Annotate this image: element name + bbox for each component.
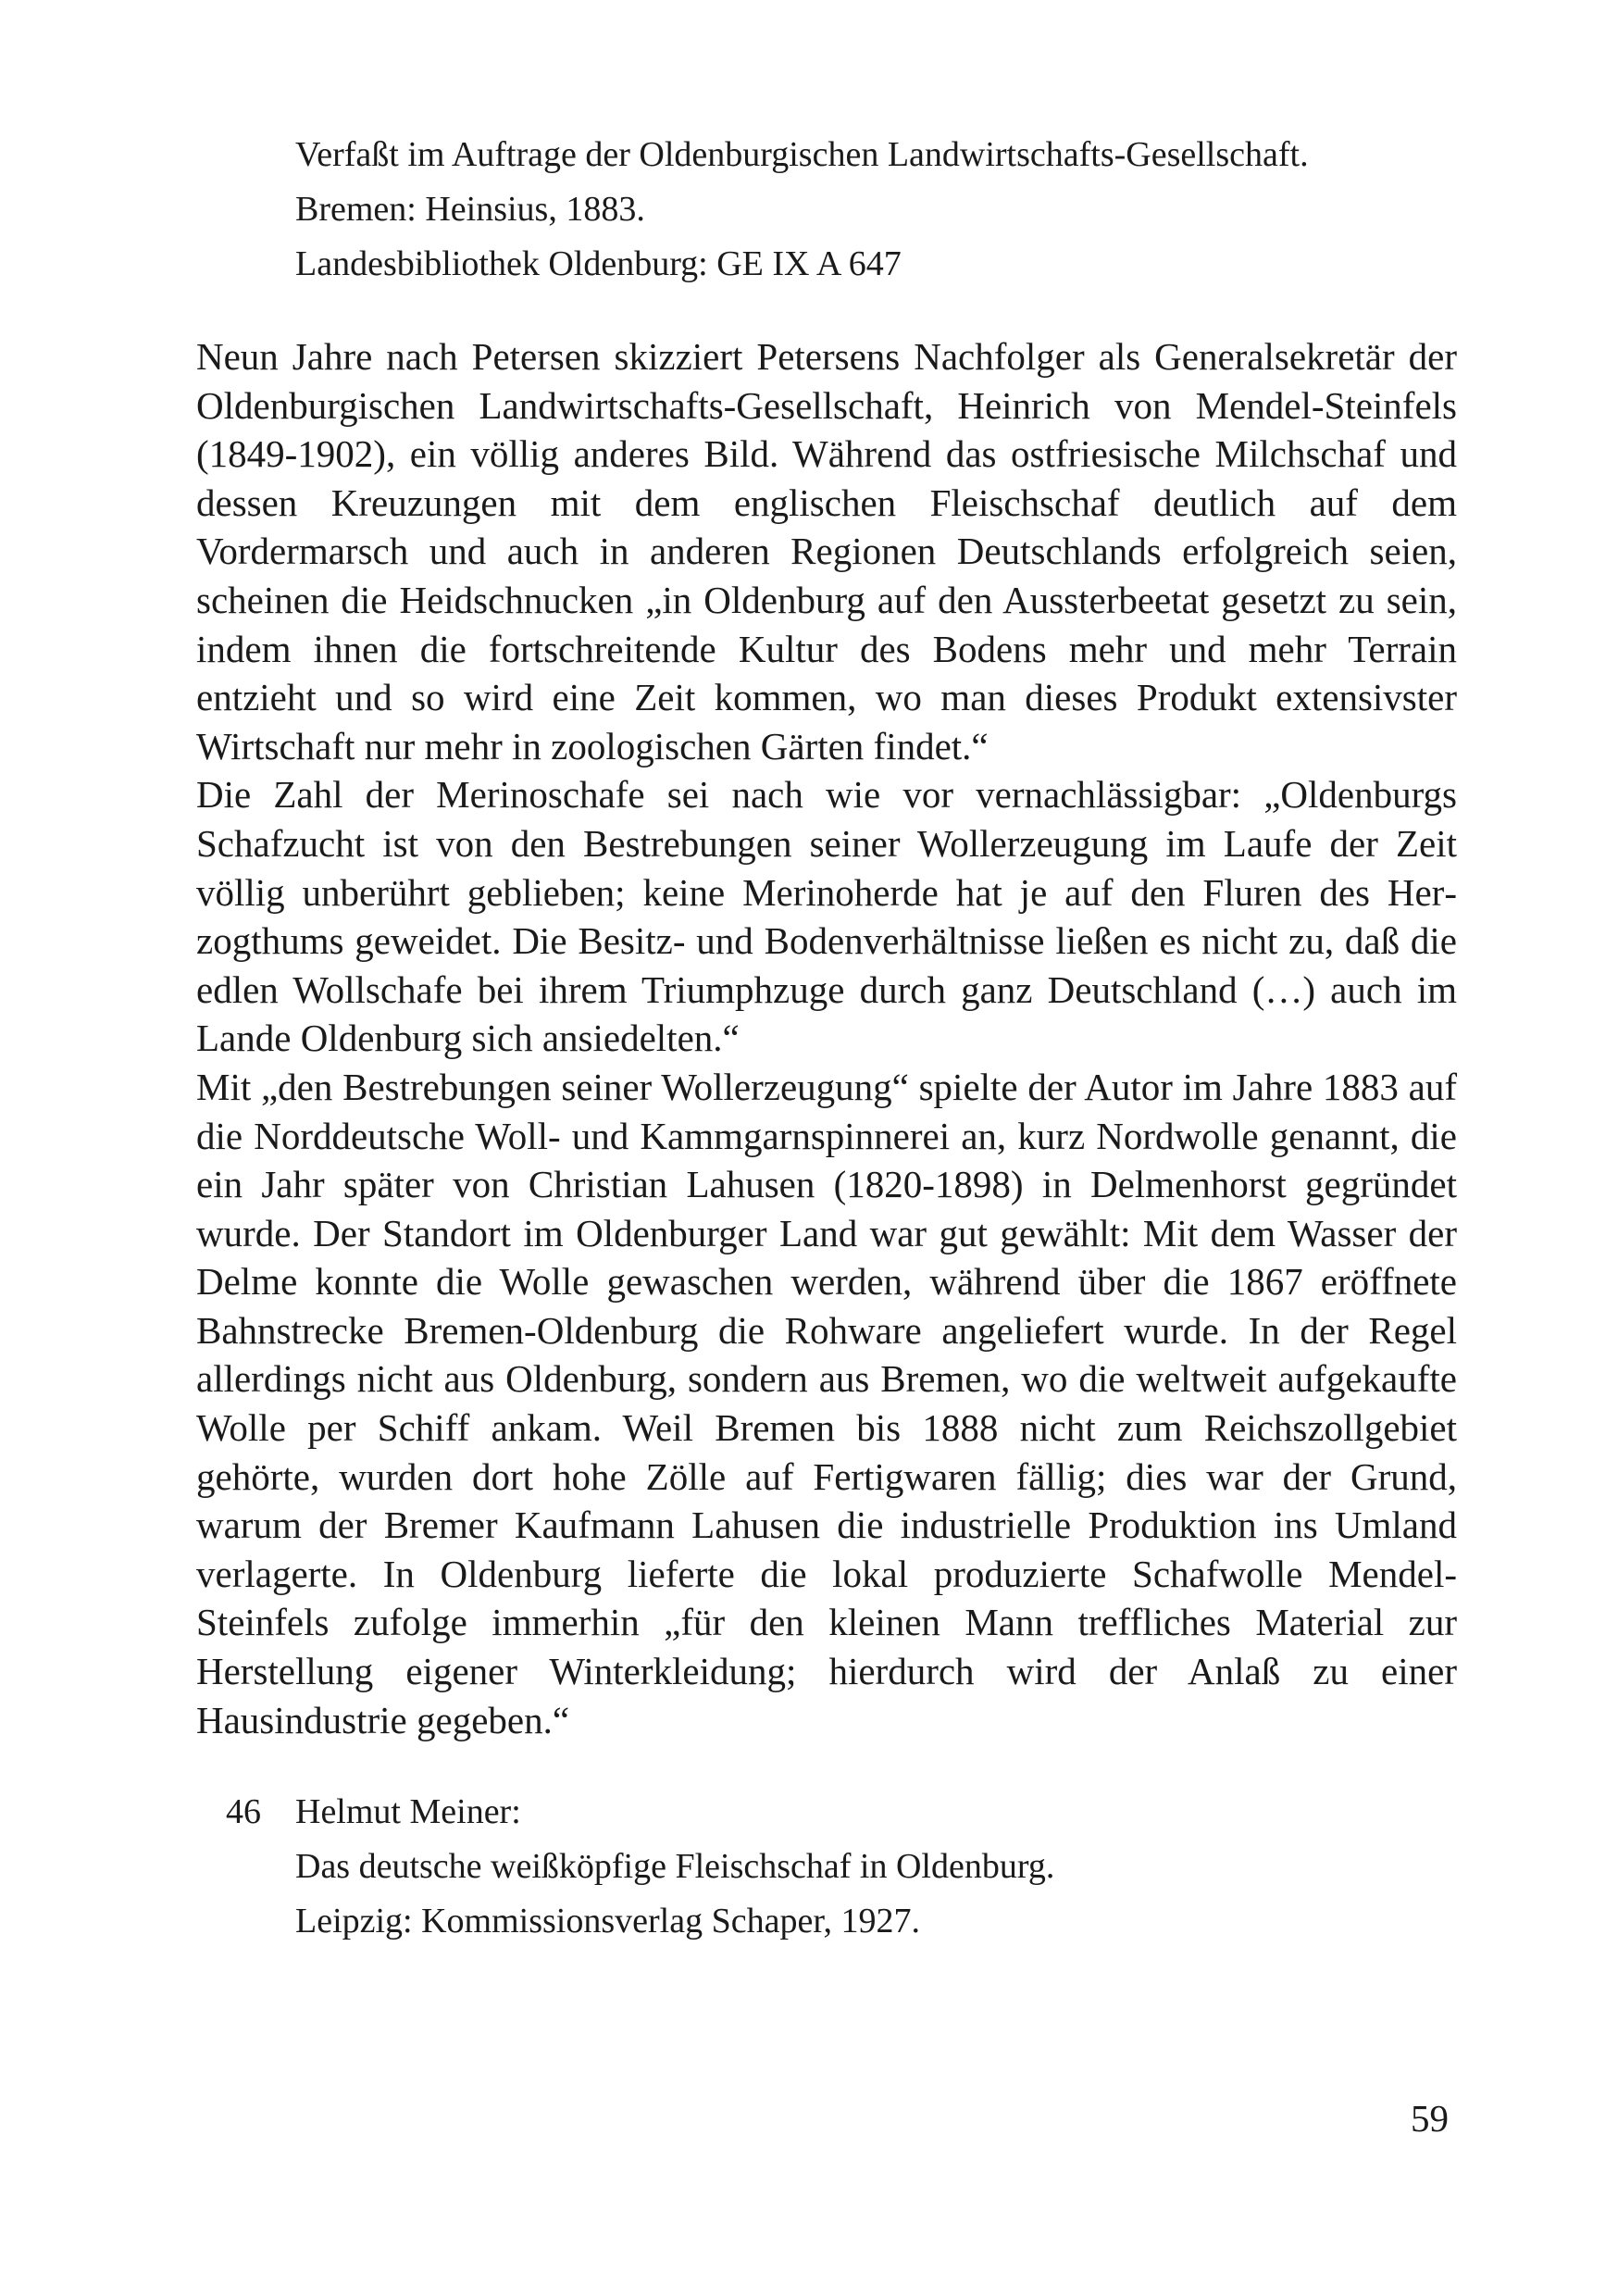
bibliography-title: Das deutsche weißköpfige Fleischschaf in Oldenburg. [295, 1847, 1055, 1887]
paragraph-2: Die Zahl der Merinoschafe sei nach wie vor vernachlässigbar: „Oldenburgs Schafzucht ist von den Bestrebungen seiner Wollerzeugung im Laufe der Zeit völlig unberührt geblieben; keine Merinoherde hat je auf den Fluren des Herzogthums geweidet. Die Besitz- und Bodenverhältnisse ließen es nicht zu, daß die edlen Wollschafe bei ihrem Triumphzuge durch ganz Deutschland (…) auch im Lande Oldenburg sich ansiedelten.“ [196, 773, 1457, 1060]
paragraph-3: Mit „den Bestrebungen seiner Wollerzeugung“ spielte der Autor im Jahre 1883 auf die Norddeutsche Woll- und Kammgarnspinnerei an, kurz Nordwolle genannt, die ein Jahr später von Christian Lahusen (1820-1898) in Delmenhorst gegründet wurde. Der Standort im Oldenburger Land war gut gewählt: Mit dem Wasser der Delme konnte die Wolle gewaschen werden, während über die 1867 eröffnete Bahnstrecke Bremen-Oldenburg die Rohware angeliefert wurde. In der Regel allerdings nicht aus Oldenburg, sondern aus Bremen, wo die weltweit aufgekaufte Wolle per Schiff ankam. Weil Bremen bis 1888 nicht zum Reichszollgebiet gehörte, wurden dort hohe Zölle auf Fertigwaren fällig; dies war der Grund, warum der Bremer Kaufmann Lahusen die industrielle Produktion ins Umland verlagerte. In Oldenburg lieferte die lokal produzierte Schafwolle Mendel-Steinfels zufolge immerhin „für den kleinen Mann treffliches Material zur Herstellung eigener Winterkleidung; hierdurch wird der Anlaß zu einer Hausindustrie gegeben.“ [196, 1065, 1457, 1741]
bibliography-entry [196, 1785, 1457, 1949]
citation-line-publisher-note: Verfaßt im Auftrage der Oldenburgischen Landwirtschafts-Gesellschaft. [295, 135, 1309, 174]
citation-line-library: Landesbibliothek Oldenburg: GE IX A 647 [295, 244, 902, 283]
citation-line-place-year: Bremen: Heinsius, 1883. [295, 190, 645, 229]
body-text [196, 332, 1457, 1744]
bibliography-publisher: Leipzig: Kommissionsverlag Schaper, 1927. [295, 1902, 920, 1941]
bibliography-number: 46 [226, 1792, 261, 1832]
bibliography-author: Helmut Meiner: [295, 1792, 521, 1832]
top-citation [295, 128, 1457, 292]
paragraph-1: Neun Jahre nach Petersen skizziert Petersens Nachfolger als Generalsekretär der Oldenburgischen Landwirtschafts-Gesellschaft, Heinrich von Mendel-Steinfels (1849-1902), ein völlig anderes Bild. Während das ostfriesische Milchschaf und dessen Kreuzungen mit dem englischen Fleischschaf deutlich auf dem Vordermarsch und auch in anderen Regionen Deutschlands erfolgreich seien, scheinen die Heidschnucken „in Oldenburg auf den Aussterbeetat gesetzt zu sein, indem ihnen die fortschreitende Kultur des Bodens mehr und mehr Terrain entzieht und so wird eine Zeit kommen, wo man dieses Produkt extensivster Wirtschaft nur mehr in zoologischen Gärten findet.“ [196, 335, 1457, 767]
page-number: 59 [1411, 2097, 1449, 2140]
bibliography-lines [295, 1785, 1457, 1949]
page-content [196, 128, 1457, 1949]
